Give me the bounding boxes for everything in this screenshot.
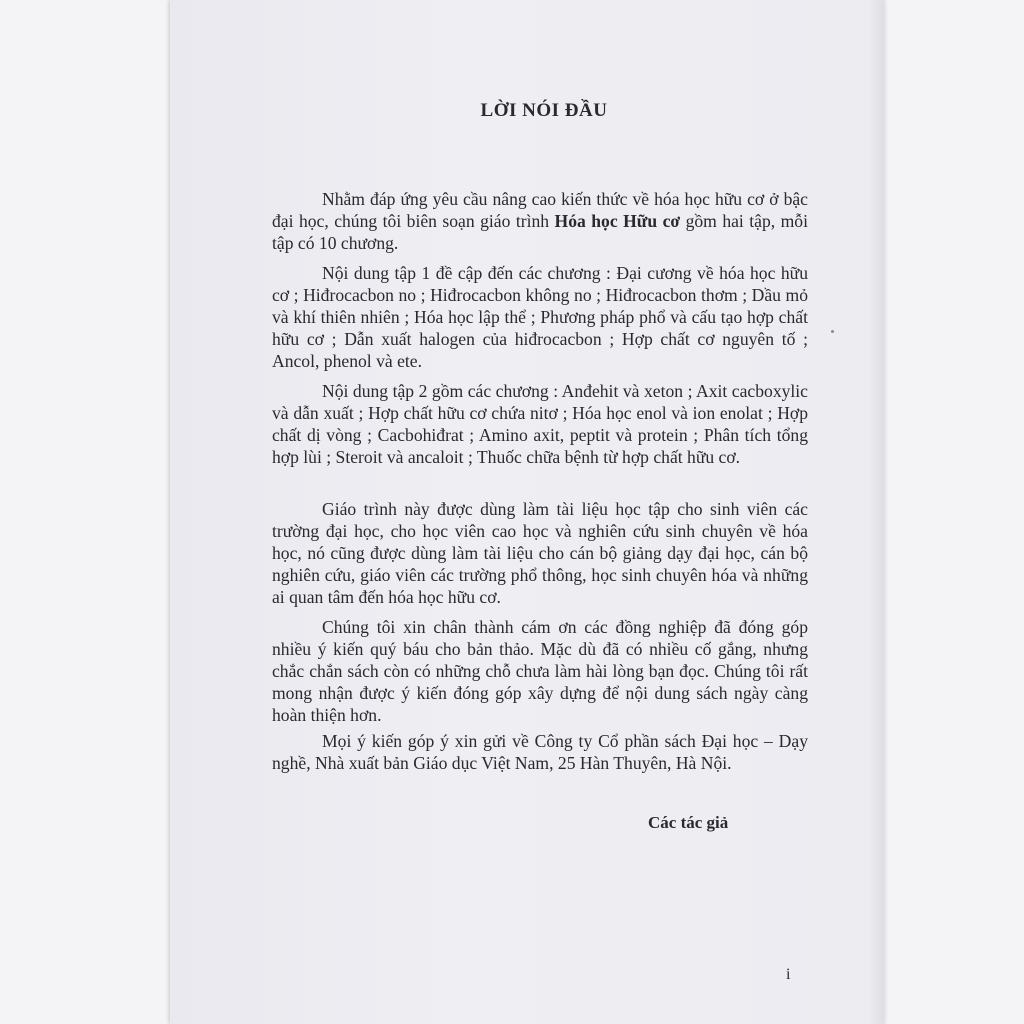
paragraph-3: Nội dung tập 2 gồm các chương : Anđehit và xeton ; Axit cacboxylic và dẫn xuất ; Hợp chất hữu cơ chứa nitơ ; Hóa học enol và ion enolat ; Hợp chất dị vòng ; Cacbohiđrat ; Amino axit, peptit và protein ; Phân tích tổng hợp lùi ; Steroit và ancaloit ; Thuốc chữa bệnh từ hợp chất hữu cơ. — [272, 381, 808, 467]
page-edge-shadow — [868, 0, 884, 1024]
paragraph-1-text-b: gồm hai tập, mỗi tập có 10 chương. — [272, 211, 808, 253]
paragraph-4: Giáo trình này được dùng làm tài liệu học tập cho sinh viên các trường đại học, cho học viên cao học và nghiên cứu sinh chuyên về hóa học, nó cũng được dùng làm tài liệu cho cán bộ giảng dạy đại học, cán bộ nghiên cứu, giáo viên các trường phổ thông, học sinh chuyên hóa và những ai quan tâm đến hóa học hữu cơ. — [272, 499, 808, 607]
page-number: i — [786, 966, 791, 983]
page-title: LỜI NÓI ĐẦU — [480, 100, 608, 121]
paper-speck — [831, 330, 834, 333]
paragraph-1-text-a: Nhằm đáp ứng yêu cầu nâng cao kiến thức về hóa học hữu cơ ở bậc đại học, chúng tôi biên soạn giáo trình — [272, 189, 808, 231]
paragraph-5: Chúng tôi xin chân thành cám ơn các đồng nghiệp đã đóng góp nhiều ý kiến quý báu cho bản thảo. Mặc dù đã có nhiều cố gắng, nhưng chắc chắn sách còn có những chỗ chưa làm hài lòng bạn đọc. Chúng tôi rất mong nhận được ý kiến đóng góp xây dựng để nội dung sách ngày càng hoàn thiện hơn. — [272, 617, 808, 725]
paragraph-2: Nội dung tập 1 đề cập đến các chương : Đại cương về hóa học hữu cơ ; Hiđrocacbon no ; Hiđrocacbon không no ; Hiđrocacbon thơm ; Dầu mỏ và khí thiên nhiên ; Hóa học lập thể ; Phương pháp phổ và cấu tạo hợp chất hữu cơ ; Dẫn xuất halogen của hiđrocacbon ; Hợp chất cơ nguyên tố ; Ancol, phenol và ete. — [272, 263, 808, 371]
paragraph-6: Mọi ý kiến góp ý xin gửi về Công ty Cổ phần sách Đại học – Dạy nghề, Nhà xuất bản Giáo dục Việt Nam, 25 Hàn Thuyên, Hà Nội. — [272, 731, 808, 773]
signature: Các tác giả — [648, 813, 729, 832]
book-title-bold: Hóa học Hữu cơ — [554, 211, 681, 231]
paragraph-1 — [272, 188, 808, 254]
